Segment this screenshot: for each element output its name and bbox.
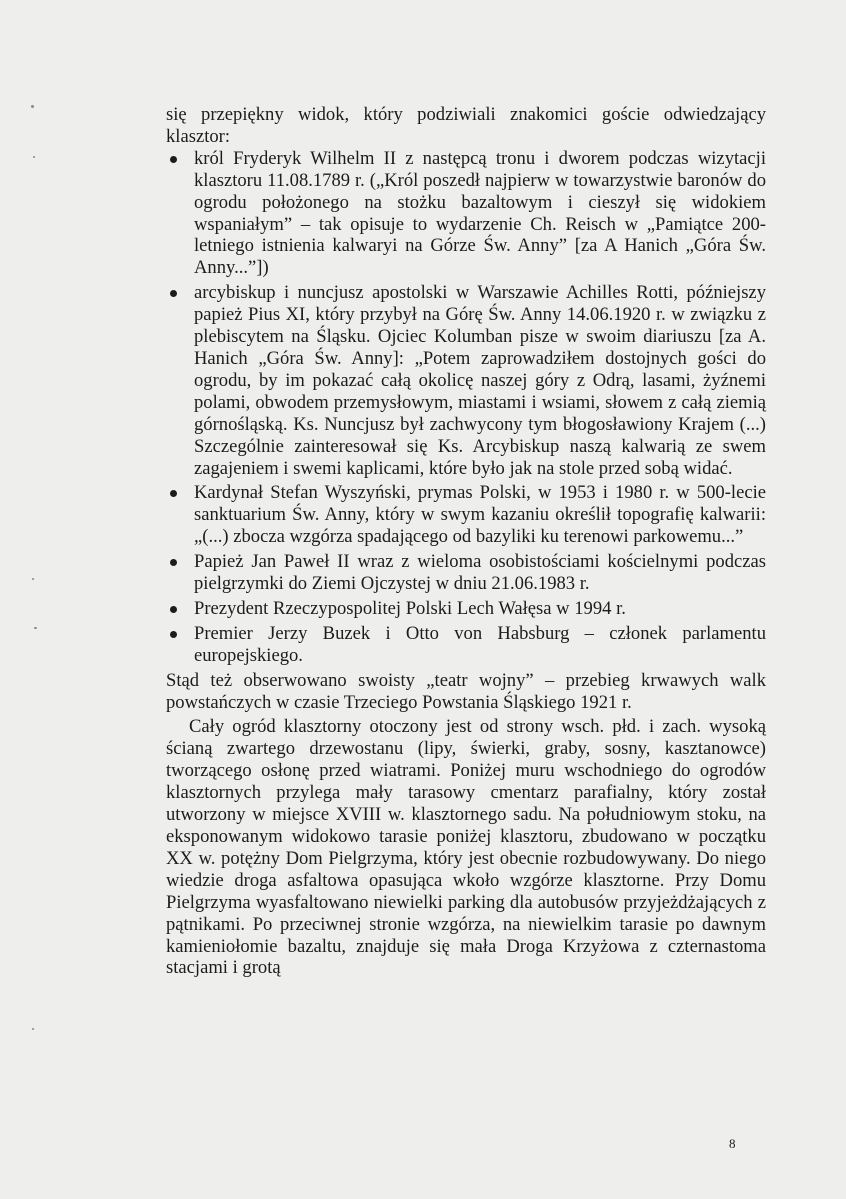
intro-paragraph: się przepiękny widok, który podziwiali znakomici goście odwiedzający klasztor:	[166, 104, 766, 147]
list-item	[166, 482, 766, 548]
body-paragraph: Stąd też obserwowano swoisty „teatr wojny” – przebieg krwawych walk powstańczych w czasie Trzeciego Powstania Śląskiego 1921 r.	[166, 669, 766, 713]
scan-speck	[33, 156, 35, 158]
bullet-icon	[170, 490, 177, 497]
bullet-icon	[170, 156, 177, 163]
list-item-text: Papież Jan Paweł II wraz z wieloma osobistościami kościelnymi podczas pielgrzymki do Ziemi Ojczystej w dniu 21.06.1983 r.	[194, 551, 766, 595]
page-number: 8	[729, 1136, 736, 1151]
scan-speck	[31, 105, 34, 108]
body-paragraph: Cały ogród klasztorny otoczony jest od strony wsch. płd. i zach. wysoką ścianą zwartego drzewostanu (lipy, świerki, graby, sosny, kasztanowce) tworzącego osłonę przed wiatrami. Poniżej muru wschodniego do ogrodów klasztornych przylega mały tarasowy cmentarz parafialny, który został utworzony w miejsce XVIII w. klasztornego sadu. Na południowym stoku, na eksponowanym widokowo tarasie poniżej klasztoru, zbudowano w początku XX w. potężny Dom Pielgrzyma, który jest obecnie rozbudowywany. Do niego wiedzie droga asfaltowa opasująca wkoło wzgórze klasztorne. Przy Domu Pielgrzyma wyasfaltowano niewielki parking dla autobusów przyjeżdżających z pątnikami. Po przeciwnej stronie wzgórza, na niewielkim tarasie po dawnym kamieniołomie bazaltu, znajduje się mała Droga Krzyżowa z czternastoma stacjami i grotą	[166, 716, 766, 979]
list-item-text: król Fryderyk Wilhelm II z następcą tronu i dworem podczas wizytacji klasztoru 11.08.1789 r. („Król poszedł najpierw w towarzystwie baronów do ogrodu położonego na stożku bazaltowym i cieszył się widokiem wspaniałym” – tak opisuje to wydarzenie Ch. Reisch w „Pamiątce 200-letniego istnienia kalwaryi na Górze Św. Anny” [za A Hanich „Góra Św. Anny...”])	[194, 147, 766, 279]
list-item	[166, 148, 766, 279]
visitor-list	[166, 148, 766, 667]
list-item	[166, 623, 766, 667]
bullet-icon	[170, 606, 177, 613]
list-item-text: Premier Jerzy Buzek i Otto von Habsburg – członek parlamentu europejskiego.	[194, 622, 766, 666]
list-item	[166, 551, 766, 595]
list-item-text: arcybiskup i nuncjusz apostolski w Warszawie Achilles Rotti, późniejszy papież Pius XI, który przybył na Górę Św. Anny 14.06.1920 r. w związku z plebiscytem na Śląsku. Ojciec Kolumban pisze w swoim diariuszu [za A. Hanich „Góra Św. Anny]: „Potem zaprowadziłem dostojnych gości do ogrodu, by im pokazać całą okolicę naszej góry z Odrą, lasami, żyźnemi polami, obwodem przemysłowym, miastami i wsiami, słowem z całą ziemią górnośląską. Ks. Nuncjusz był zachwycony tym błogosławiony Krajem (...) Szczególnie zainteresował się Ks. Arcybiskup naszą kalwarią ze swem zagajeniem i swemi kaplicami, które było jak na stole przed sobą widać.	[194, 282, 766, 479]
scan-speck	[34, 627, 37, 629]
scan-speck	[32, 1028, 34, 1030]
list-item-text: Kardynał Stefan Wyszyński, prymas Polski, w 1953 i 1980 r. w 500-lecie sanktuarium Św. Anny, który w swym kazaniu określił topografię kalwarii: „(...) zbocza wzgórza spadającego od bazyliki ku terenowi parkowemu...”	[194, 482, 766, 548]
bullet-icon	[170, 290, 177, 297]
bullet-icon	[170, 559, 177, 566]
bullet-icon	[170, 631, 177, 638]
list-item	[166, 598, 766, 620]
list-item	[166, 282, 766, 479]
list-item-text: Prezydent Rzeczypospolitej Polski Lech Wałęsa w 1994 r.	[194, 597, 626, 619]
document-body	[166, 104, 766, 979]
scan-speck	[32, 578, 34, 580]
